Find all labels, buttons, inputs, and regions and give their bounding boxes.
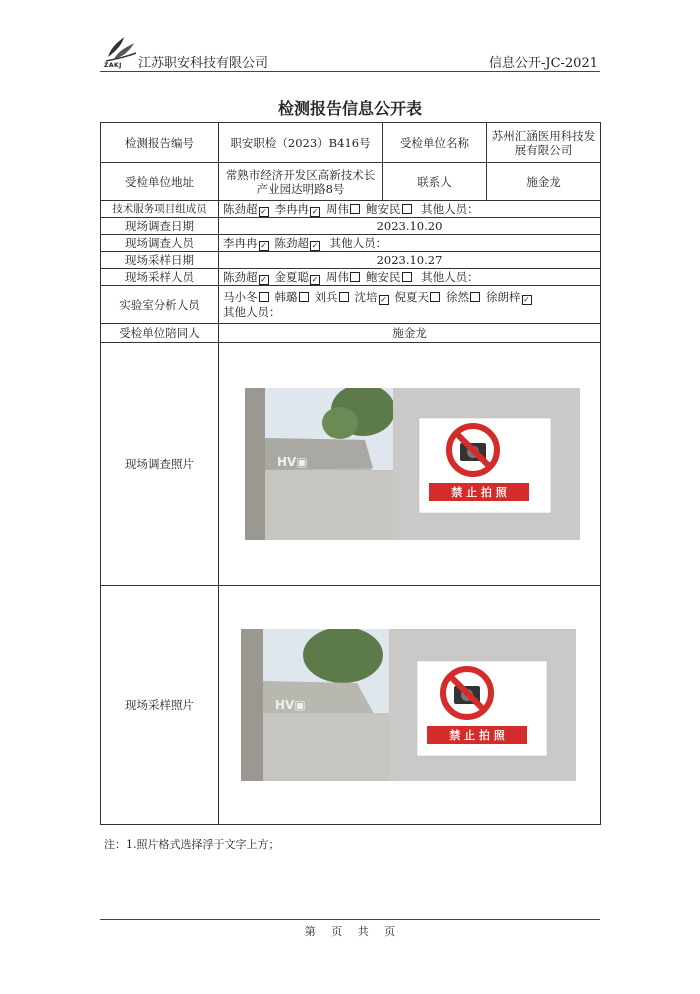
page-header (100, 35, 600, 72)
team-label: 技术服务项目组成员 (101, 201, 219, 218)
checked-box-icon[interactable]: ✓ (380, 295, 387, 304)
person-name: 李冉冉 (274, 201, 309, 216)
surveyors-checklist (223, 236, 326, 250)
table-row (101, 343, 601, 586)
person-entry (223, 236, 270, 250)
surveyors-label: 现场调查人员 (101, 235, 219, 252)
lab-value (219, 286, 601, 324)
person-name: 马小冬 (223, 290, 258, 304)
person-entry (366, 202, 413, 216)
person-name: 韩璐 (274, 290, 298, 304)
checked-box-icon[interactable]: ✓ (311, 240, 319, 250)
survey-photo-cell (219, 343, 601, 586)
client-label: 受检单位名称 (383, 123, 487, 163)
report-no-value: 职安职检（2023）B416号 (219, 123, 383, 163)
person-name: 金夏聪 (274, 269, 309, 284)
samplers-others-label: 其他人员： (421, 269, 479, 284)
person-name: 徐朗梓 (486, 290, 521, 304)
person-entry (355, 290, 390, 304)
team-others-label: 其他人员： (421, 201, 479, 216)
svg-text:HV▣: HV▣ (275, 698, 306, 712)
person-name: 鲍安民 (366, 269, 401, 284)
samplers-label: 现场采样人员 (101, 269, 219, 286)
sampling-photo-cell (219, 586, 601, 825)
info-table (100, 122, 601, 825)
lab-others-label: 其他人员： (223, 305, 281, 319)
unchecked-box-icon[interactable] (350, 272, 360, 282)
unchecked-box-icon[interactable] (402, 204, 412, 214)
table-row (101, 123, 601, 163)
person-entry (275, 290, 310, 304)
table-row (101, 586, 601, 825)
person-name: 周伟 (326, 201, 349, 216)
checked-box-icon[interactable]: ✓ (260, 206, 267, 216)
sampling-date-label: 现场采样日期 (101, 252, 219, 269)
table-row (101, 201, 601, 218)
table-row (101, 163, 601, 201)
checked-box-icon[interactable]: ✓ (260, 274, 267, 284)
checked-box-icon[interactable]: ✓ (523, 295, 530, 304)
person-entry (223, 270, 270, 284)
table-row (101, 235, 601, 252)
person-entry (275, 270, 322, 284)
person-name: 周伟 (326, 269, 349, 284)
sign-text: 禁 止 拍 照 (451, 486, 507, 499)
unchecked-box-icon[interactable] (402, 272, 412, 282)
site-photo-pair (245, 388, 580, 540)
surveyors-others-label: 其他人员： (329, 235, 388, 250)
table-row (101, 286, 601, 324)
person-entry (275, 202, 322, 216)
footer-divider (100, 919, 600, 920)
checked-box-icon[interactable]: ✓ (311, 206, 319, 216)
person-name: 刘兵 (314, 290, 338, 304)
person-name: 倪夏天 (394, 290, 429, 304)
lab-checklist (223, 290, 538, 304)
unchecked-box-icon[interactable] (350, 204, 360, 214)
sampling-photo-label: 现场采样照片 (101, 586, 219, 825)
person-entry (315, 290, 350, 304)
table-row (101, 252, 601, 269)
table-row (101, 324, 601, 343)
person-entry (446, 290, 481, 304)
lab-label: 实验室分析人员 (101, 286, 219, 324)
escort-label: 受检单位陪同人 (101, 324, 219, 343)
person-name: 陈劲超 (223, 201, 258, 216)
samplers-value (219, 269, 601, 286)
footnote: 注：1.照片格式选择浮于文字上方； (104, 838, 280, 851)
document-code: 信息公开-JC-2021 (488, 56, 598, 71)
logo-text: ZAKJ (104, 62, 122, 69)
person-name: 沈培 (354, 290, 378, 304)
table-row (101, 269, 601, 286)
samplers-checklist (223, 270, 418, 284)
report-no-label: 检测报告编号 (101, 123, 219, 163)
person-entry (366, 270, 413, 284)
person-entry (486, 290, 533, 304)
person-entry (395, 290, 442, 304)
unchecked-box-icon[interactable] (339, 292, 349, 302)
checked-box-icon[interactable]: ✓ (260, 240, 267, 250)
surveyors-value (219, 235, 601, 252)
unchecked-box-icon[interactable] (259, 292, 269, 302)
unchecked-box-icon[interactable] (299, 292, 309, 302)
address-value: 常熟市经济开发区高新技术长产业园达明路8号 (219, 163, 383, 201)
sign-text: 禁 止 拍 照 (449, 729, 505, 742)
person-name: 陈劲超 (223, 269, 258, 284)
person-entry (326, 202, 361, 216)
address-label: 受检单位地址 (101, 163, 219, 201)
survey-photo (245, 388, 580, 543)
survey-date-label: 现场调查日期 (101, 218, 219, 235)
team-checklist (223, 202, 418, 216)
survey-date-value: 2023.10.20 (219, 218, 601, 235)
contact-value: 施金龙 (487, 163, 601, 201)
checked-box-icon[interactable]: ✓ (311, 274, 319, 284)
client-value: 苏州汇涵医用科技发展有限公司 (487, 123, 601, 163)
person-name: 李冉冉 (223, 235, 258, 250)
unchecked-box-icon[interactable] (430, 292, 440, 302)
person-entry (223, 202, 270, 216)
page-title: 检测报告信息公开表 (277, 99, 422, 118)
company-logo (102, 35, 138, 71)
person-entry (223, 290, 270, 304)
person-name: 鲍安民 (366, 201, 401, 216)
company-name: 江苏职安科技有限公司 (138, 56, 269, 71)
table-row (101, 218, 601, 235)
unchecked-box-icon[interactable] (470, 292, 480, 302)
person-name: 徐然 (446, 290, 469, 304)
sampling-photo (241, 629, 576, 784)
escort-value: 施金龙 (219, 324, 601, 343)
team-value (219, 201, 601, 218)
page-footer: 第 页 共 页 (304, 925, 396, 938)
person-entry (326, 270, 361, 284)
contact-label: 联系人 (383, 163, 487, 201)
survey-photo-label: 现场调查照片 (101, 343, 219, 586)
site-photo-pair (241, 629, 576, 781)
svg-text:HV▣: HV▣ (277, 455, 308, 469)
sampling-date-value: 2023.10.27 (219, 252, 601, 269)
person-name: 陈劲超 (274, 235, 309, 250)
person-entry (275, 236, 322, 250)
